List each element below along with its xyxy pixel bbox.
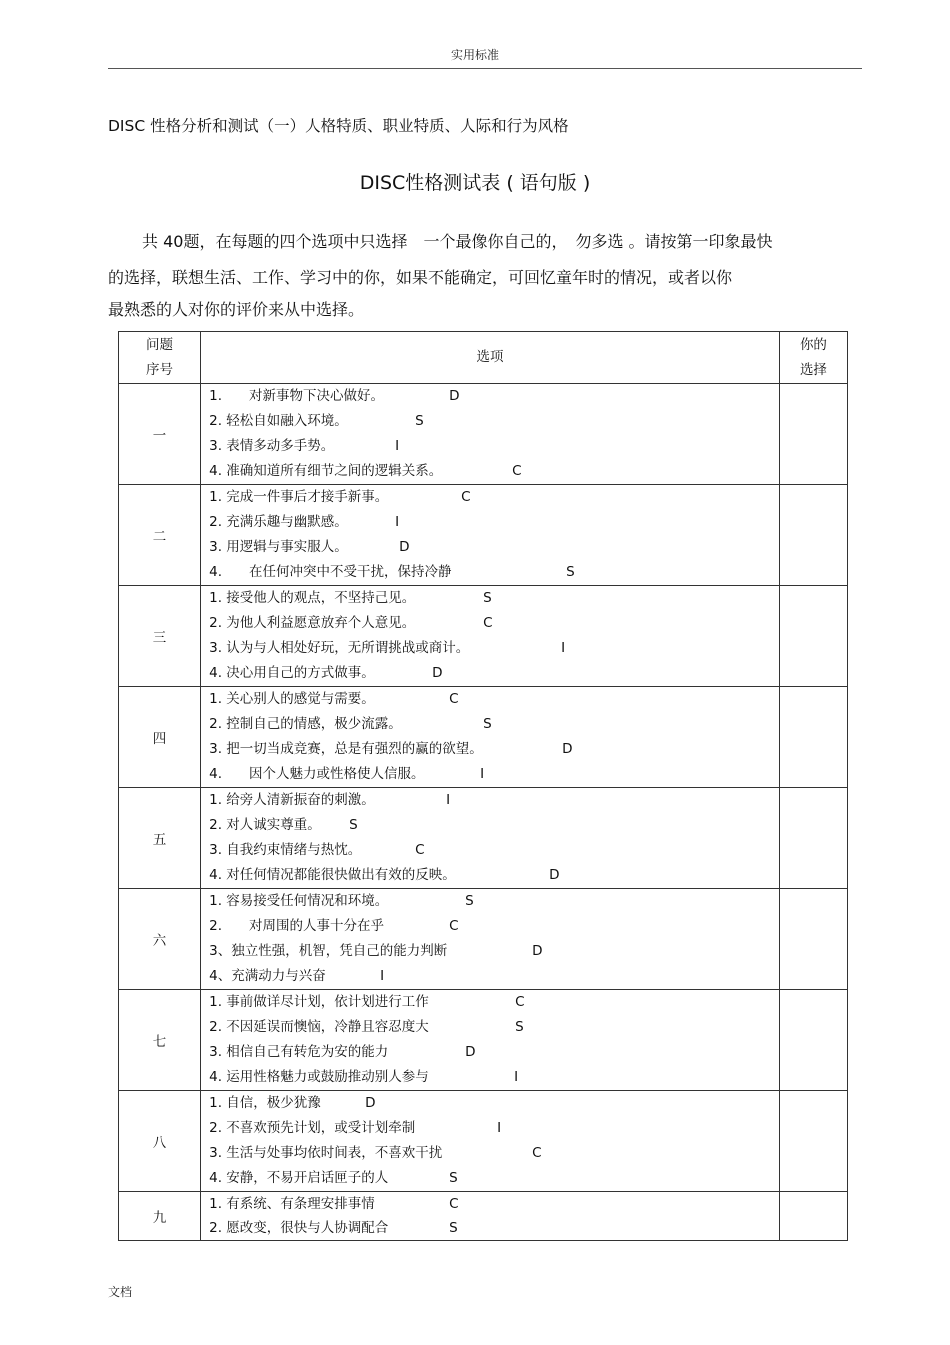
question-row — [119, 485, 848, 586]
answer-cell[interactable] — [779, 485, 847, 586]
option-disc-key: I — [497, 1120, 502, 1136]
page-footer: 文档 — [108, 1285, 133, 1299]
option-text: 1. 对新事物下决心做好。 — [209, 388, 384, 404]
answer-cell[interactable] — [779, 1192, 847, 1241]
answer-cell[interactable] — [779, 990, 847, 1091]
option-item — [209, 889, 779, 914]
option-item — [209, 990, 779, 1015]
option-item — [209, 788, 779, 813]
question-row — [119, 1091, 848, 1192]
option-text: 4. 准确知道所有细节之间的逻辑关系。 — [209, 463, 443, 479]
question-options — [201, 990, 780, 1091]
option-disc-key: C — [461, 489, 471, 505]
option-text: 1. 完成一件事后才接手新事。 — [209, 489, 389, 505]
option-disc-key: C — [512, 463, 522, 479]
option-disc-key: I — [514, 1069, 519, 1085]
question-row — [119, 889, 848, 990]
option-item — [209, 737, 779, 762]
question-number: 九 — [119, 1192, 201, 1241]
option-item — [209, 838, 779, 863]
option-text: 2. 为他人利益愿意放弃个人意见。 — [209, 615, 416, 631]
option-text: 1. 给旁人清新振奋的刺激。 — [209, 792, 375, 808]
option-disc-key: C — [483, 615, 493, 631]
question-number: 五 — [119, 788, 201, 889]
option-item — [209, 712, 779, 737]
option-item — [209, 384, 779, 409]
question-number: 一 — [119, 384, 201, 485]
option-disc-key: S — [483, 716, 492, 732]
option-item — [209, 1015, 779, 1040]
option-disc-key: I — [480, 766, 485, 782]
instructions-line-1: 共 40题，在每题的四个选项中只选择 一个最像你自己的， 勿多选 。请按第一印象最快 — [142, 232, 773, 251]
option-disc-key: C — [415, 842, 425, 858]
option-item — [209, 636, 779, 661]
option-disc-key: C — [532, 1145, 542, 1161]
table-header-row — [119, 332, 848, 384]
question-row — [119, 384, 848, 485]
option-disc-key: I — [395, 438, 400, 454]
question-number: 八 — [119, 1091, 201, 1192]
option-text: 4. 运用性格魅力或鼓励推动别人参与 — [209, 1069, 429, 1085]
header-options-label: 选项 — [476, 349, 504, 365]
option-disc-key: D — [432, 665, 443, 681]
instructions-line-2: 的选择，联想生活、工作、学习中的你，如果不能确定，可回忆童年时的情况，或者以你 — [108, 268, 733, 287]
option-item — [209, 1166, 779, 1191]
option-text: 2. 对周围的人事十分在乎 — [209, 918, 384, 934]
question-number: 七 — [119, 990, 201, 1091]
option-text: 1. 容易接受任何情况和环境。 — [209, 893, 389, 909]
option-disc-key: I — [395, 514, 400, 530]
answer-cell[interactable] — [779, 889, 847, 990]
question-options — [201, 788, 780, 889]
question-options — [201, 889, 780, 990]
option-item — [209, 1116, 779, 1141]
option-disc-key: D — [562, 741, 573, 757]
option-text: 2. 不因延误而懊恼，冷静且容忍度大 — [209, 1019, 429, 1035]
option-item — [209, 510, 779, 535]
question-number: 三 — [119, 586, 201, 687]
option-disc-key: S — [515, 1019, 524, 1035]
option-text: 4. 安静，不易开启话匣子的人 — [209, 1170, 389, 1186]
option-item — [209, 485, 779, 510]
header-divider — [108, 68, 862, 69]
answer-cell[interactable] — [779, 586, 847, 687]
page-header: 实用标准 — [450, 48, 499, 62]
question-row — [119, 586, 848, 687]
option-item — [209, 1040, 779, 1065]
question-row — [119, 1192, 848, 1241]
option-item — [209, 409, 779, 434]
option-item — [209, 964, 779, 989]
question-options — [201, 586, 780, 687]
option-text: 2. 愿改变，很快与人协调配合 — [209, 1220, 389, 1236]
option-text: 2. 控制自己的情感，极少流露。 — [209, 716, 402, 732]
question-number: 四 — [119, 687, 201, 788]
option-item — [209, 1091, 779, 1116]
option-item — [209, 586, 779, 611]
option-disc-key: C — [449, 1196, 459, 1212]
option-text: 4. 决心用自己的方式做事。 — [209, 665, 375, 681]
option-text: 4. 因个人魅力或性格使人信服。 — [209, 766, 425, 782]
option-text: 3、独立性强，机智，凭自己的能力判断 — [209, 943, 448, 959]
option-disc-key: D — [365, 1095, 376, 1111]
question-number: 六 — [119, 889, 201, 990]
header-options — [201, 332, 780, 384]
answer-cell[interactable] — [779, 687, 847, 788]
option-item — [209, 1141, 779, 1166]
question-row — [119, 788, 848, 889]
option-text: 3. 自我约束情绪与热忱。 — [209, 842, 362, 858]
option-text: 4. 对任何情况都能很快做出有效的反映。 — [209, 867, 456, 883]
question-number: 二 — [119, 485, 201, 586]
question-table — [118, 331, 848, 1241]
instructions — [108, 224, 862, 324]
option-item — [209, 434, 779, 459]
option-disc-key: I — [446, 792, 451, 808]
option-disc-key: S — [465, 893, 474, 909]
option-disc-key: D — [532, 943, 543, 959]
option-disc-key: S — [349, 817, 358, 833]
question-options — [201, 384, 780, 485]
option-item — [209, 611, 779, 636]
option-text: 1. 接受他人的观点，不坚持己见。 — [209, 590, 416, 606]
option-item — [209, 459, 779, 484]
option-text: 3. 生活与处事均依时间表，不喜欢干扰 — [209, 1145, 443, 1161]
option-disc-key: S — [483, 590, 492, 606]
option-item — [209, 1216, 779, 1240]
header-question-number — [119, 332, 201, 384]
question-options — [201, 687, 780, 788]
option-disc-key: C — [515, 994, 525, 1010]
header-your-choice — [779, 332, 847, 384]
option-text: 1. 事前做详尽计划，依计划进行工作 — [209, 994, 429, 1010]
option-disc-key: D — [549, 867, 560, 883]
instructions-line-3: 最熟悉的人对你的评价来从中选择。 — [108, 300, 365, 319]
option-item — [209, 762, 779, 787]
answer-cell[interactable] — [779, 788, 847, 889]
option-disc-key: D — [465, 1044, 476, 1060]
header-question-number-label: 问题 序号 — [146, 336, 174, 378]
question-rows — [119, 384, 848, 1241]
option-text: 3. 把一切当成竞赛，总是有强烈的赢的欲望。 — [209, 741, 483, 757]
option-text: 2. 轻松自如融入环境。 — [209, 413, 348, 429]
option-item — [209, 914, 779, 939]
option-text: 2. 对人诚实尊重。 — [209, 817, 321, 833]
option-disc-key: I — [380, 968, 385, 984]
header-your-choice-label: 你的 选择 — [799, 336, 827, 378]
option-disc-key: S — [415, 413, 424, 429]
option-disc-key: S — [449, 1220, 458, 1236]
option-disc-key: I — [561, 640, 566, 656]
option-disc-key: S — [566, 564, 575, 580]
option-item — [209, 560, 779, 585]
option-disc-key: C — [449, 691, 459, 707]
option-text: 4. 在任何冲突中不受干扰，保持冷静 — [209, 564, 452, 580]
option-text: 2. 充满乐趣与幽默感。 — [209, 514, 348, 530]
option-text: 3. 相信自己有转危为安的能力 — [209, 1044, 389, 1060]
question-row — [119, 687, 848, 788]
option-text: 1. 有系统、有条理安排事情 — [209, 1196, 375, 1212]
option-text: 2. 不喜欢预先计划，或受计划牵制 — [209, 1120, 416, 1136]
option-text: 1. 自信，极少犹豫 — [209, 1095, 321, 1111]
answer-cell[interactable] — [779, 1091, 847, 1192]
question-options — [201, 485, 780, 586]
question-options — [201, 1091, 780, 1192]
option-text: 3. 表情多动多手势。 — [209, 438, 335, 454]
option-disc-key: D — [449, 388, 460, 404]
option-item — [209, 1192, 779, 1216]
option-disc-key: D — [399, 539, 410, 555]
option-disc-key: C — [449, 918, 459, 934]
question-row — [119, 990, 848, 1091]
option-item — [209, 687, 779, 712]
document-subtitle: DISC 性格分析和测试（一）人格特质、职业特质、人际和行为风格 — [108, 117, 569, 135]
option-item — [209, 939, 779, 964]
question-options — [201, 1192, 780, 1241]
option-text: 3. 用逻辑与事实服人。 — [209, 539, 348, 555]
option-text: 3. 认为与人相处好玩，无所谓挑战或商计。 — [209, 640, 470, 656]
answer-cell[interactable] — [779, 384, 847, 485]
option-item — [209, 661, 779, 686]
option-item — [209, 1065, 779, 1090]
option-text: 1. 关心别人的感觉与需要。 — [209, 691, 375, 707]
document-title: DISC性格测试表 ( 语句版 ) — [359, 172, 591, 194]
option-item — [209, 535, 779, 560]
option-item — [209, 863, 779, 888]
option-text: 4、充满动力与兴奋 — [209, 968, 326, 984]
option-disc-key: S — [449, 1170, 458, 1186]
option-item — [209, 813, 779, 838]
